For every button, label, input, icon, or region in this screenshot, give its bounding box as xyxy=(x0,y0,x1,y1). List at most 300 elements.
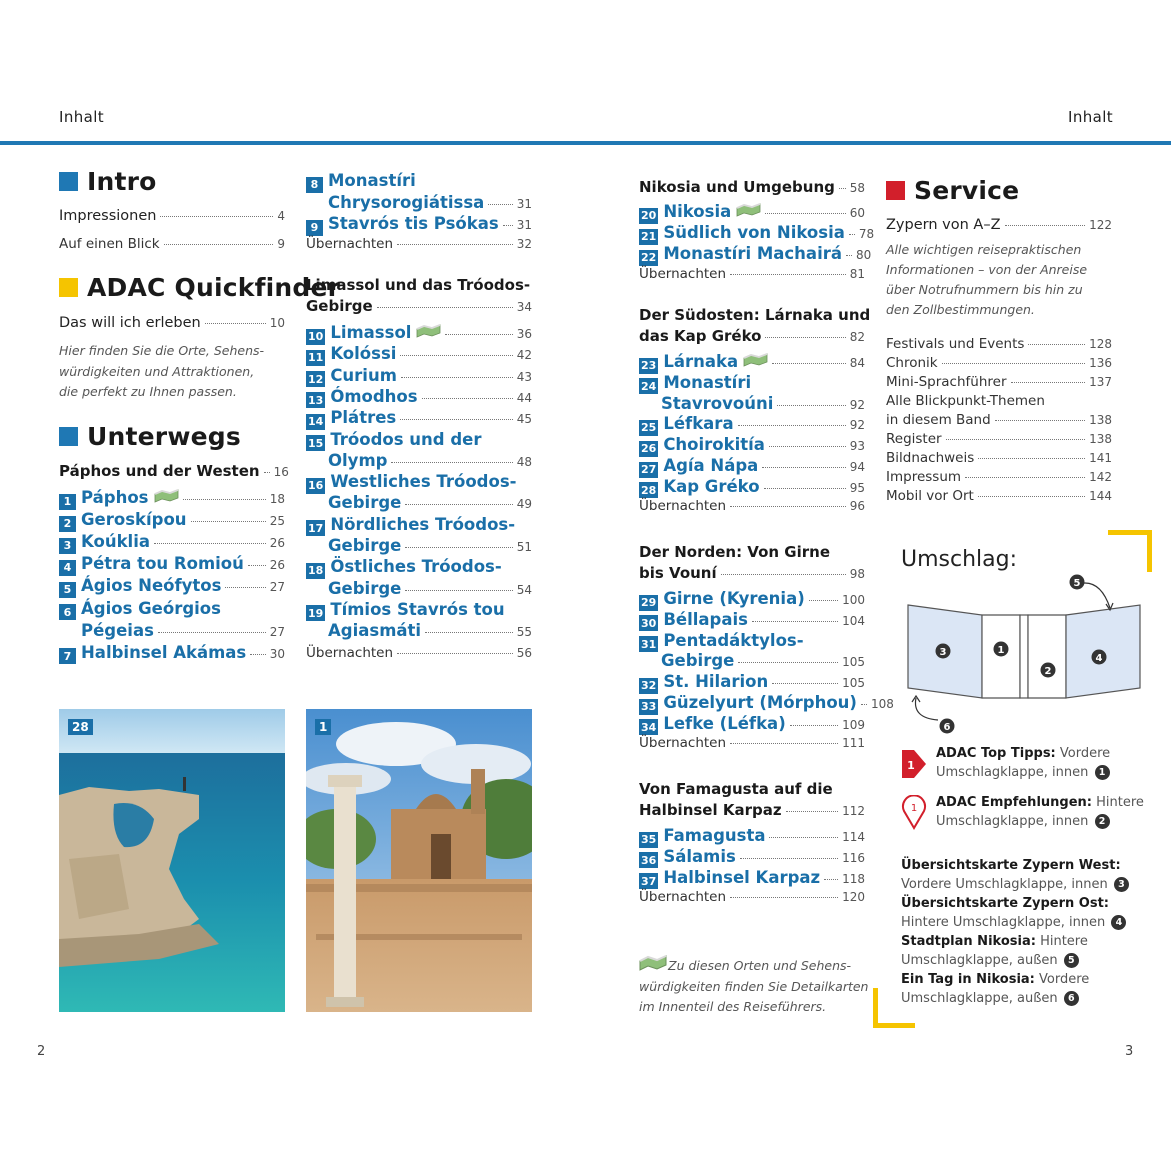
entry-name: Léfkara xyxy=(663,414,734,434)
section-intro-heading xyxy=(59,167,157,196)
leader-dots xyxy=(425,632,513,633)
leader-dots xyxy=(191,521,266,522)
toc-label: Chronik xyxy=(886,355,938,371)
entry-page: 100 xyxy=(842,593,865,607)
entry-number: 11 xyxy=(308,351,324,365)
cover-fold-diagram xyxy=(900,570,1150,740)
entry-name-cont: Gebirge xyxy=(328,536,402,555)
entry-name: Halbinsel Karpaz xyxy=(663,867,821,887)
entry-number: 2 xyxy=(59,516,76,532)
svg-text:2: 2 xyxy=(1044,666,1052,677)
toc-entry[interactable] xyxy=(639,714,865,734)
section-title: ADAC Quickfinder xyxy=(87,273,341,302)
toc-region-limassol[interactable] xyxy=(306,297,532,315)
region-title-famagusta-1: Von Famagusta auf die xyxy=(639,780,833,798)
leader-dots xyxy=(377,307,513,308)
leader-dots xyxy=(769,446,846,447)
toc-themen[interactable] xyxy=(886,412,1112,428)
leader-dots xyxy=(405,547,512,548)
toc-entry[interactable] xyxy=(59,599,285,619)
entry-page: 80 xyxy=(856,248,872,262)
toc-page: 4 xyxy=(277,209,285,223)
toc-label: Mobil vor Ort xyxy=(886,488,974,504)
entry-name: Ágios Neófytos xyxy=(81,576,222,596)
region-title-norden-1: Der Norden: Von Girne xyxy=(639,543,831,561)
entry-name: Güzelyurt (Mórphou) xyxy=(663,693,857,712)
toc-entry[interactable] xyxy=(639,868,865,888)
toc-entry[interactable] xyxy=(639,352,865,372)
entry-page: 43 xyxy=(516,369,532,384)
toc-entry[interactable] xyxy=(306,557,532,577)
entry-name: Famagusta xyxy=(663,826,766,845)
umschlag-title: Umschlag: xyxy=(901,547,1018,572)
entry-number: 12 xyxy=(308,372,324,386)
entry-name: Pentadáktylos- xyxy=(663,630,804,650)
toc-entry[interactable] xyxy=(639,414,865,434)
note-line: über Notrufnummern bis hin zu xyxy=(886,282,1083,297)
yellow-corner-bottom-v xyxy=(873,988,878,1028)
entry-name: Halbinsel Akámas xyxy=(81,642,247,662)
svg-text:1: 1 xyxy=(910,803,918,814)
leader-dots xyxy=(154,543,266,544)
toc-entry[interactable] xyxy=(306,366,532,386)
entry-page: 36 xyxy=(516,327,532,341)
toc-auf-einen-blick[interactable] xyxy=(59,236,285,252)
entry-page: 55 xyxy=(516,625,532,640)
entry-page: 44 xyxy=(516,390,532,405)
toc-page: 10 xyxy=(269,316,285,330)
entry-name: Béllapais xyxy=(663,609,748,629)
entry-name: Ágios Geórgios xyxy=(81,598,221,618)
legend-text: Hintere Umschlagklappe, innen xyxy=(901,915,1106,930)
entry-number: 25 xyxy=(641,421,657,435)
entry-page: 51 xyxy=(516,540,532,554)
toc-entry[interactable] xyxy=(59,532,285,552)
leader-dots xyxy=(1011,382,1086,383)
entry-number: 9 xyxy=(306,220,323,236)
entry-page: 78 xyxy=(858,227,875,241)
leader-dots xyxy=(730,897,838,898)
toc-region-famagusta[interactable] xyxy=(639,801,865,819)
entry-name: Stavrós tis Psókas xyxy=(328,214,499,233)
toc-entry-continued[interactable] xyxy=(639,651,865,670)
yellow-corner-bottom-h xyxy=(873,1023,915,1028)
entry-page: 84 xyxy=(849,356,865,370)
region-title: das Kap Gréko xyxy=(639,327,762,345)
toc-entry[interactable] xyxy=(306,600,532,620)
toc-entry[interactable] xyxy=(639,477,865,497)
legend-bold: Übersichtskarte Zypern Ost: xyxy=(901,896,1109,911)
leader-dots xyxy=(846,255,852,256)
ref-circle: 2 xyxy=(1095,814,1110,829)
entry-page: 92 xyxy=(849,418,865,433)
toc-page: 58 xyxy=(849,181,865,195)
entry-number: 29 xyxy=(641,596,657,609)
note-line: würdigkeiten und Attraktionen, xyxy=(59,363,255,379)
entry-number: 5 xyxy=(59,582,76,598)
toc-service-item[interactable] xyxy=(886,488,1112,504)
entry-number: 3 xyxy=(59,538,76,554)
toc-region-nikosia[interactable] xyxy=(639,178,865,196)
toc-label: Übernachten xyxy=(306,645,394,661)
toc-entry-continued[interactable] xyxy=(306,621,532,640)
leader-dots xyxy=(400,419,512,420)
leader-dots xyxy=(1028,344,1085,345)
toc-entry[interactable] xyxy=(59,510,285,530)
leader-dots xyxy=(445,334,512,335)
yellow-corner-top-v xyxy=(1147,530,1152,572)
entry-name: Monastíri Machairá xyxy=(663,244,842,263)
diagram-label-3 xyxy=(936,644,951,659)
header-rule xyxy=(0,141,1171,145)
entry-name-cont: Pégeias xyxy=(81,620,154,640)
toc-page: 128 xyxy=(1089,337,1112,351)
legend-text: Vordere xyxy=(1059,746,1111,761)
leader-dots xyxy=(158,632,266,633)
entry-name-cont: Stavrovoúni xyxy=(661,393,774,413)
toc-entry[interactable] xyxy=(306,214,532,234)
leader-dots xyxy=(965,477,1085,478)
leader-dots xyxy=(400,355,512,356)
note-line: die perfekt zu Ihnen passen. xyxy=(59,384,237,399)
toc-entry[interactable] xyxy=(639,672,865,692)
diagram-label-4 xyxy=(1092,650,1107,665)
entry-name: Westliches Tróodos- xyxy=(330,472,517,492)
toc-entry-continued[interactable] xyxy=(306,451,532,470)
legend-text: Vordere xyxy=(1039,972,1090,987)
detail-map-icon xyxy=(743,352,768,366)
toc-ubernachten-nikosia[interactable] xyxy=(639,266,865,282)
toc-entry[interactable] xyxy=(639,244,872,264)
leader-dots xyxy=(777,405,845,406)
note-line: Hier finden Sie die Orte, Sehens- xyxy=(59,343,265,358)
toc-label: Impressionen xyxy=(59,208,157,224)
leader-dots xyxy=(160,216,273,217)
toc-entry[interactable] xyxy=(639,693,894,713)
entry-number: 8 xyxy=(306,177,323,193)
diagram-label-6 xyxy=(940,719,955,734)
toc-page: 82 xyxy=(849,330,865,344)
yellow-corner-top-h xyxy=(1108,530,1152,535)
yellow-square-icon xyxy=(59,278,78,297)
entry-page: 25 xyxy=(269,514,285,529)
section-title: Intro xyxy=(87,167,157,196)
toc-page: 136 xyxy=(1089,356,1112,370)
entry-number: 33 xyxy=(641,700,657,713)
leader-dots xyxy=(205,323,266,324)
legend-karte-west xyxy=(901,856,1129,894)
svg-text:1: 1 xyxy=(997,645,1005,656)
detail-map-icon xyxy=(736,202,761,216)
toc-entry-continued[interactable] xyxy=(306,579,532,598)
entry-name: Nikosia xyxy=(663,202,732,221)
toc-entry[interactable] xyxy=(639,826,865,846)
entry-number: 20 xyxy=(641,209,657,222)
entry-name: Kap Gréko xyxy=(663,476,760,496)
entry-number: 19 xyxy=(308,606,324,620)
leader-dots xyxy=(164,244,274,245)
toc-ubernachten-famagusta[interactable] xyxy=(639,889,865,905)
entry-number: 34 xyxy=(641,720,657,734)
toc-entry[interactable] xyxy=(639,456,865,476)
leader-dots xyxy=(1005,225,1086,226)
sea-cliff-image xyxy=(59,709,285,1012)
toc-entry[interactable] xyxy=(639,610,865,630)
entry-name: Limassol xyxy=(330,323,412,342)
entry-name: Monastíri xyxy=(328,171,416,190)
detail-map-note xyxy=(639,956,879,1018)
legend-bold: ADAC Empfehlungen: xyxy=(936,795,1092,810)
entry-number: 23 xyxy=(641,359,657,372)
entry-number: 7 xyxy=(59,648,76,664)
entry-name: Kolóssi xyxy=(330,344,397,364)
toc-entry-continued[interactable] xyxy=(639,394,865,413)
toc-service-item[interactable] xyxy=(886,336,1112,352)
toc-entry[interactable] xyxy=(639,202,865,222)
running-header-right: Inhalt xyxy=(1068,108,1114,126)
note-line: würdigkeiten finden Sie Detailkarten xyxy=(639,978,869,994)
legend-text: Umschlagklappe, außen xyxy=(901,991,1058,1006)
page-number-left: 2 xyxy=(37,1044,46,1059)
entry-page: 108 xyxy=(870,697,894,711)
toc-entry[interactable] xyxy=(306,387,532,407)
entry-page: 49 xyxy=(516,497,532,512)
toc-entry[interactable] xyxy=(639,847,865,867)
toc-page: 81 xyxy=(849,267,865,281)
leader-dots xyxy=(738,662,838,663)
entry-page: 95 xyxy=(849,480,865,495)
toc-region-sudosten[interactable] xyxy=(639,327,865,345)
entry-page: 114 xyxy=(842,830,865,844)
toc-label: Übernachten xyxy=(639,889,727,905)
entry-number: 30 xyxy=(641,616,657,630)
note-line: Informationen – von der Anreise xyxy=(886,262,1088,277)
toc-label: Zypern von A–Z xyxy=(886,217,1001,233)
legend-karte-ost xyxy=(901,894,1126,932)
toc-entry[interactable] xyxy=(306,515,532,535)
entry-page: 105 xyxy=(842,655,865,670)
entry-page: 27 xyxy=(269,624,285,639)
leader-dots xyxy=(946,439,1086,440)
entry-name-cont: Gebirge xyxy=(328,493,402,513)
leader-dots xyxy=(422,398,513,399)
toc-service-item[interactable] xyxy=(886,355,1112,371)
toc-page: 98 xyxy=(849,567,865,581)
entry-number: 17 xyxy=(308,521,324,535)
entry-page: 118 xyxy=(842,871,865,886)
entry-page: 31 xyxy=(516,196,532,211)
leader-dots xyxy=(772,363,846,364)
entry-name: Agía Nápa xyxy=(663,456,759,475)
toc-page: 138 xyxy=(1089,432,1112,446)
leader-dots xyxy=(809,600,838,601)
toc-label: Auf einen Blick xyxy=(59,236,160,252)
entry-name-cont: Gebirge xyxy=(328,578,402,598)
toc-service-item[interactable] xyxy=(886,450,1112,466)
entry-number: 13 xyxy=(308,393,324,407)
toc-entry[interactable] xyxy=(639,631,865,651)
toc-entry[interactable] xyxy=(306,408,532,428)
section-title: Service xyxy=(914,176,1020,205)
toc-page: 141 xyxy=(1089,451,1112,465)
entry-number: 37 xyxy=(641,874,657,888)
toc-page: 9 xyxy=(277,237,285,251)
entry-number: 26 xyxy=(641,442,657,456)
toc-service-item[interactable] xyxy=(886,431,1112,447)
empfehlung-pin-icon xyxy=(900,795,928,831)
toc-page: 137 xyxy=(1089,375,1112,389)
legend-text: Vordere Umschlagklappe, innen xyxy=(901,877,1108,892)
svg-text:6: 6 xyxy=(943,722,951,733)
toc-impressionen[interactable] xyxy=(59,208,285,224)
toc-ubernachten-west[interactable] xyxy=(306,236,532,252)
toc-page: 142 xyxy=(1089,470,1112,484)
toc-entry-continued[interactable] xyxy=(59,621,285,640)
entry-number: 4 xyxy=(59,560,76,576)
entry-name: St. Hilarion xyxy=(663,672,769,692)
entry-page: 26 xyxy=(269,558,285,573)
toc-entry[interactable] xyxy=(306,344,532,364)
leader-dots xyxy=(248,565,266,566)
entry-name: Geroskípou xyxy=(81,510,187,530)
entry-number: 32 xyxy=(641,679,657,693)
service-note xyxy=(886,240,1116,320)
blue-square-icon xyxy=(59,172,78,191)
ref-circle: 4 xyxy=(1111,915,1126,930)
toc-entry[interactable] xyxy=(306,472,532,492)
leader-dots xyxy=(391,462,512,463)
section-title: Unterwegs xyxy=(87,422,241,451)
legend-text: Umschlagklappe, innen xyxy=(936,765,1089,780)
toc-entry[interactable] xyxy=(639,589,865,609)
toc-label: Das will ich erleben xyxy=(59,315,201,331)
diagram-label-1 xyxy=(994,642,1009,657)
toc-das-will-ich-erleben[interactable] xyxy=(59,315,285,331)
leader-dots xyxy=(738,425,846,426)
entry-page: 42 xyxy=(516,348,532,363)
leader-dots xyxy=(225,587,265,588)
leader-dots xyxy=(849,234,855,235)
entry-page: 116 xyxy=(842,850,865,865)
leader-dots xyxy=(264,472,270,473)
entry-page: 45 xyxy=(516,412,532,427)
toc-entry-continued[interactable] xyxy=(306,536,532,555)
entry-page: 105 xyxy=(842,676,865,691)
entry-number: 31 xyxy=(641,637,657,651)
legend-top-tipps xyxy=(936,744,1110,782)
region-title-sudosten-1: Der Südosten: Lárnaka und xyxy=(639,306,871,324)
region-title: Nikosia und Umgebung xyxy=(639,178,835,196)
leader-dots xyxy=(790,725,838,726)
entry-name: Girne (Kyrenia) xyxy=(663,589,805,608)
toc-region-paphos[interactable] xyxy=(59,462,289,480)
toc-zypern-a-z[interactable] xyxy=(886,217,1112,233)
toc-entry-continued[interactable] xyxy=(306,193,532,212)
entry-name: Ómodhos xyxy=(330,386,418,406)
svg-text:5: 5 xyxy=(1073,578,1081,589)
leader-dots xyxy=(861,704,867,705)
entry-page: 48 xyxy=(516,454,532,469)
entry-name: Lárnaka xyxy=(663,352,739,371)
toc-region-norden[interactable] xyxy=(639,564,865,582)
toc-service-item[interactable] xyxy=(886,469,1112,485)
entry-number: 36 xyxy=(641,853,657,867)
leader-dots xyxy=(730,274,846,275)
toc-page: 32 xyxy=(516,237,532,251)
entry-name-cont: Chrysorogiátissa xyxy=(328,192,485,212)
entry-number: 22 xyxy=(641,251,657,264)
toc-entry[interactable] xyxy=(59,643,285,663)
detail-map-icon xyxy=(154,488,179,502)
red-square-icon xyxy=(886,181,905,200)
toc-page: 111 xyxy=(842,736,865,750)
region-title: Páphos und der Westen xyxy=(59,462,260,480)
entry-number: 18 xyxy=(308,564,324,578)
toc-entry[interactable] xyxy=(639,223,875,243)
toc-ubernachten-norden[interactable] xyxy=(639,735,865,751)
leader-dots xyxy=(978,496,1085,497)
leader-dots xyxy=(488,204,512,205)
note-line: Alle wichtigen reisepraktischen xyxy=(886,242,1082,257)
toc-page: 144 xyxy=(1089,489,1112,503)
toc-entry[interactable] xyxy=(639,435,865,455)
entry-page: 54 xyxy=(516,582,532,597)
svg-text:1: 1 xyxy=(907,759,915,772)
legend-bold: ADAC Top Tipps: xyxy=(936,746,1056,761)
toc-ubernachten-sudosten[interactable] xyxy=(639,498,865,514)
toc-label: Mini-Sprachführer xyxy=(886,374,1007,390)
legend-text: Hintere xyxy=(1096,795,1144,810)
toc-service-item[interactable] xyxy=(886,374,1112,390)
entry-name: Choirokitía xyxy=(663,435,765,455)
legend-text: Umschlagklappe, außen xyxy=(901,953,1058,968)
toc-page: 138 xyxy=(1089,413,1112,427)
toc-label: Übernachten xyxy=(639,735,727,751)
toc-entry-continued[interactable] xyxy=(306,493,532,512)
entry-page: 104 xyxy=(842,613,865,628)
toc-entry[interactable] xyxy=(306,171,532,191)
toc-entry[interactable] xyxy=(639,373,865,393)
photo-paphos xyxy=(306,709,532,1012)
entry-number: 35 xyxy=(641,833,657,846)
leader-dots xyxy=(401,377,513,378)
note-line: Zu diesen Orten und Sehens- xyxy=(668,958,852,973)
toc-page: 122 xyxy=(1089,218,1112,232)
note-line: im Innenteil des Reiseführers. xyxy=(639,999,827,1014)
leader-dots xyxy=(764,488,846,489)
toc-label: Bildnachweis xyxy=(886,450,975,466)
entry-page: 109 xyxy=(842,717,865,732)
toc-page: 56 xyxy=(516,646,532,660)
leader-dots xyxy=(397,653,513,654)
entry-page: 93 xyxy=(849,439,865,454)
entry-name: Páphos xyxy=(81,488,149,507)
entry-name-cont: Agiasmáti xyxy=(328,621,422,641)
leader-dots xyxy=(740,858,838,859)
note-line: den Zollbestimmungen. xyxy=(886,302,1035,317)
toc-entry[interactable] xyxy=(59,488,285,508)
toc-label: Übernachten xyxy=(639,498,727,514)
toc-ubernachten-limassol[interactable] xyxy=(306,645,532,661)
leader-dots xyxy=(405,590,512,591)
toc-page: 112 xyxy=(842,804,865,818)
entry-number: 15 xyxy=(308,436,324,450)
toc-entry[interactable] xyxy=(59,554,285,574)
photo-badge: 1 xyxy=(315,719,331,735)
toc-entry[interactable] xyxy=(306,323,532,343)
toc-entry[interactable] xyxy=(59,576,285,596)
toc-entry[interactable] xyxy=(306,430,532,450)
